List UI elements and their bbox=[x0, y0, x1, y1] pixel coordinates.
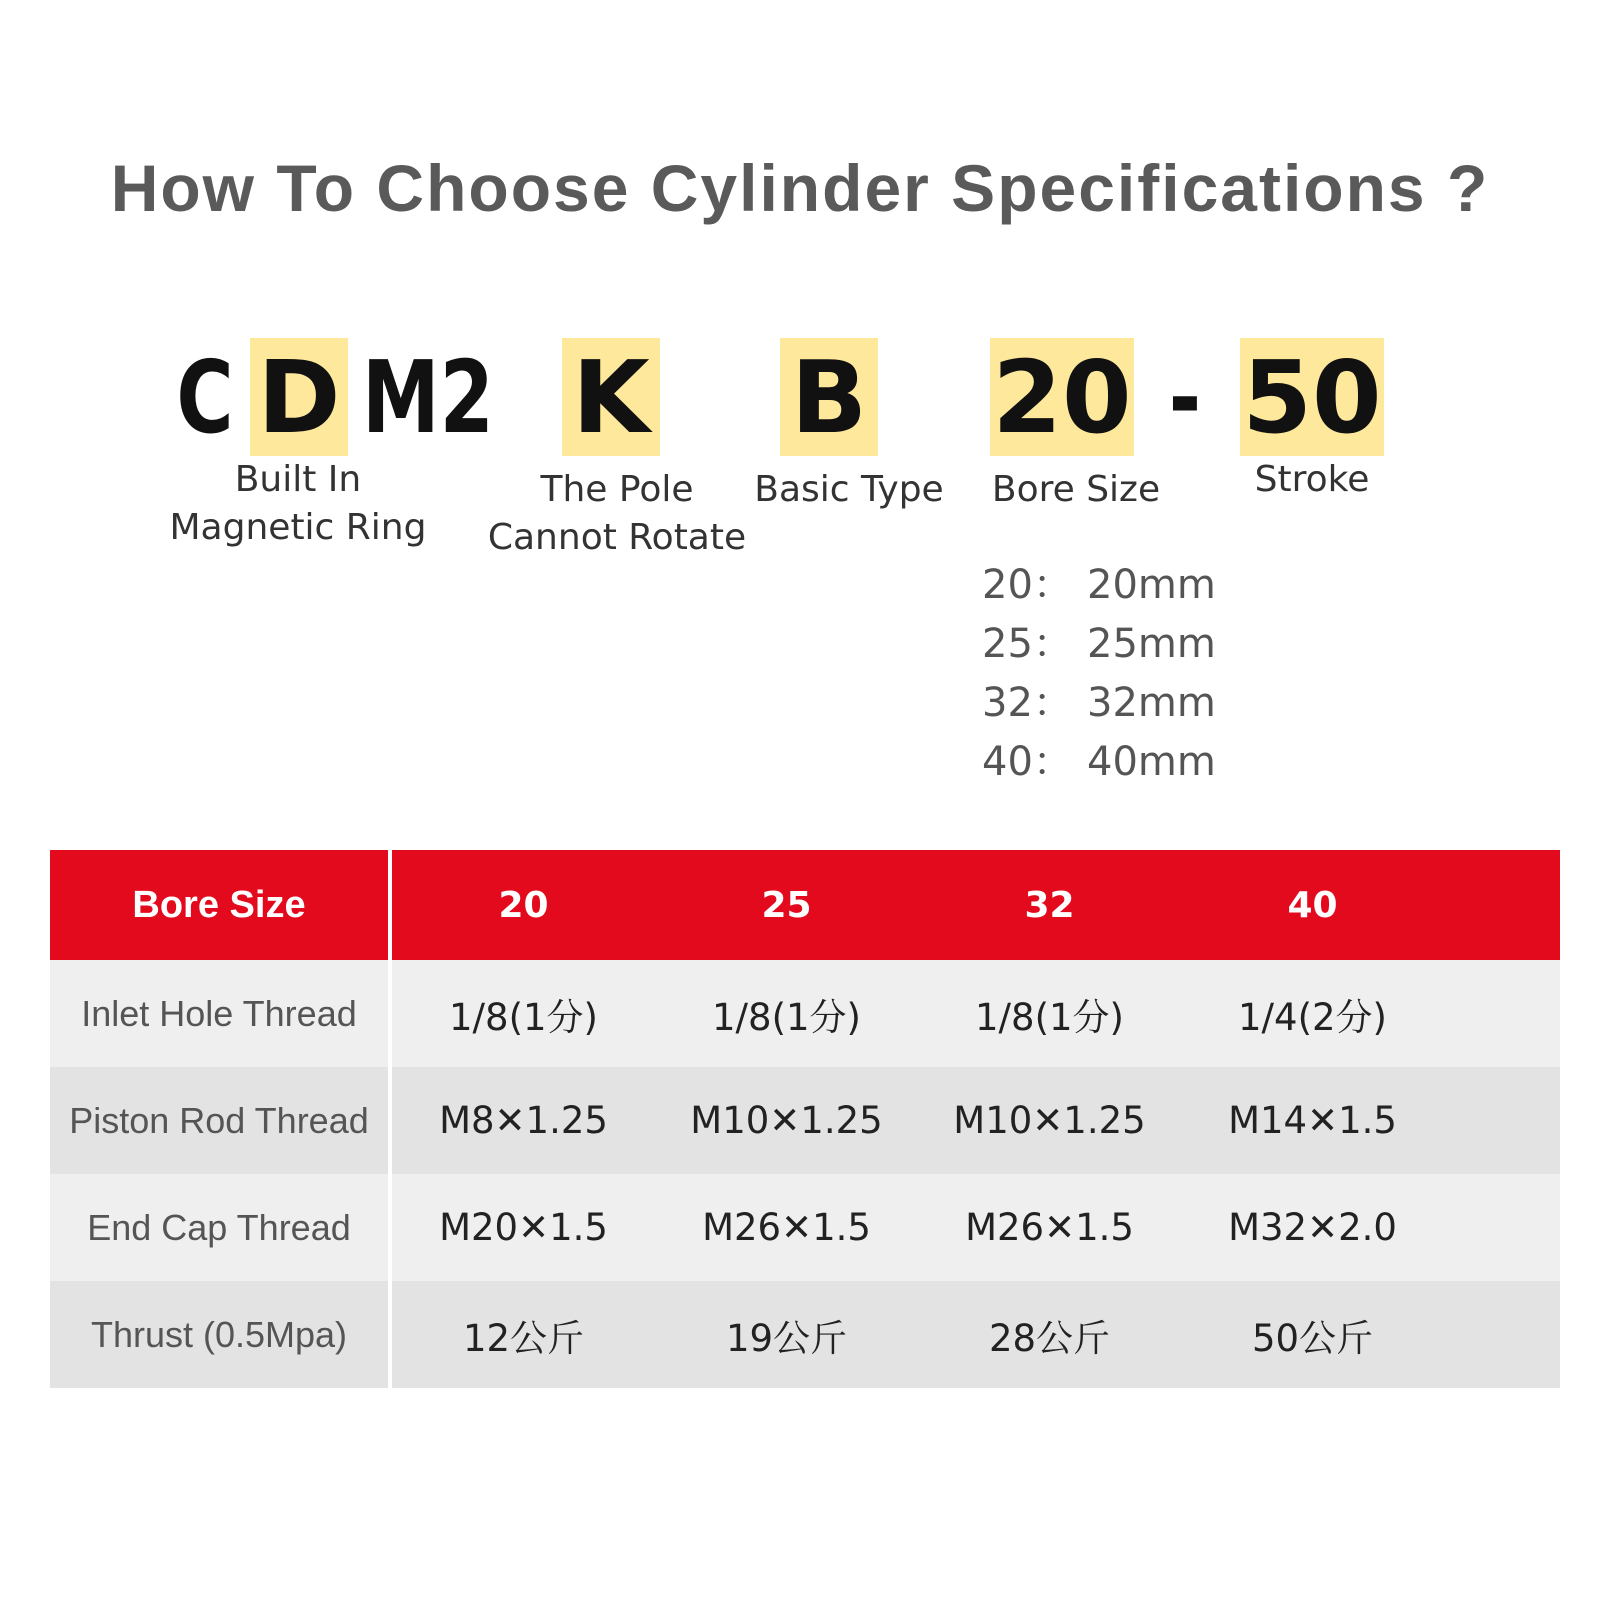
bore-option-key: 20： bbox=[982, 562, 1073, 608]
table-cell: 50公斤 bbox=[1251, 1316, 1374, 1360]
row-label: End Cap Thread bbox=[50, 1174, 392, 1281]
code-letter-b: B bbox=[780, 338, 878, 456]
table-cell: 1/8(1分) bbox=[449, 995, 598, 1039]
label-magnetic-line1: Built In bbox=[234, 459, 362, 500]
bore-option-value: 25mm bbox=[1087, 621, 1216, 667]
table-cell: 1/8(1分) bbox=[712, 995, 861, 1039]
table-cell: 1/4(2分) bbox=[1238, 995, 1387, 1039]
code-letter-k: K bbox=[562, 338, 660, 456]
table-cell: M10✕1.25 bbox=[690, 1099, 883, 1142]
table-cell: M20✕1.5 bbox=[439, 1206, 608, 1249]
bore-option bbox=[982, 615, 1216, 674]
label-magnetic-line2: Magnetic Ring bbox=[169, 507, 427, 548]
table-header-row bbox=[50, 850, 1560, 960]
table-header-cell: 40 bbox=[1287, 884, 1338, 926]
label-basic-type: Basic Type bbox=[754, 469, 944, 510]
table-cell: M10✕1.25 bbox=[953, 1099, 1146, 1142]
table-cell: 12公斤 bbox=[462, 1316, 585, 1360]
row-label: Piston Rod Thread bbox=[50, 1067, 392, 1174]
bore-option-key: 25： bbox=[982, 621, 1073, 667]
table-cell: M26✕1.5 bbox=[702, 1206, 871, 1249]
table-row bbox=[50, 1174, 1560, 1281]
table-row bbox=[50, 1067, 1560, 1174]
bore-option bbox=[982, 674, 1216, 733]
table-cell: M14✕1.5 bbox=[1228, 1099, 1397, 1142]
table-cell: M26✕1.5 bbox=[965, 1206, 1134, 1249]
table-header-label: Bore Size bbox=[50, 850, 392, 960]
table-header-cell: 32 bbox=[1024, 884, 1075, 926]
code-m2: M2 bbox=[362, 338, 494, 456]
bore-option-value: 32mm bbox=[1087, 680, 1216, 726]
code-letter-c: C bbox=[176, 338, 234, 456]
bore-option-key: 32： bbox=[982, 680, 1073, 726]
page-title: How To Choose Cylinder Specifications ? bbox=[110, 151, 1490, 225]
label-bore-size: Bore Size bbox=[991, 469, 1161, 510]
table-cell: 1/8(1分) bbox=[975, 995, 1124, 1039]
label-magnetic-ring bbox=[158, 456, 438, 552]
table-row bbox=[50, 1281, 1560, 1388]
code-dash: - bbox=[1168, 338, 1202, 456]
bore-option-value: 20mm bbox=[1087, 562, 1216, 608]
bore-option bbox=[982, 556, 1216, 615]
spec-table bbox=[50, 850, 1560, 1388]
label-pole-line1: The Pole bbox=[540, 469, 694, 510]
table-row bbox=[50, 960, 1560, 1067]
code-letter-d: D bbox=[250, 338, 348, 456]
code-stroke: 50 bbox=[1240, 338, 1384, 456]
bore-option-value: 40mm bbox=[1087, 739, 1216, 785]
row-label: Inlet Hole Thread bbox=[50, 960, 392, 1067]
label-pole-line2: Cannot Rotate bbox=[487, 517, 747, 558]
bore-option-key: 40： bbox=[982, 739, 1073, 785]
code-bore-size: 20 bbox=[990, 338, 1134, 456]
table-cell: M32✕2.0 bbox=[1228, 1206, 1397, 1249]
bore-options-list bbox=[982, 556, 1216, 792]
bore-option bbox=[982, 733, 1216, 792]
table-cell: M8✕1.25 bbox=[439, 1099, 608, 1142]
label-pole bbox=[476, 466, 758, 562]
table-cell: 28公斤 bbox=[988, 1316, 1111, 1360]
table-header-cell: 25 bbox=[761, 884, 812, 926]
row-label: Thrust (0.5Mpa) bbox=[50, 1281, 392, 1388]
label-stroke: Stroke bbox=[1254, 459, 1370, 500]
table-header-cell: 20 bbox=[498, 884, 549, 926]
table-cell: 19公斤 bbox=[725, 1316, 848, 1360]
